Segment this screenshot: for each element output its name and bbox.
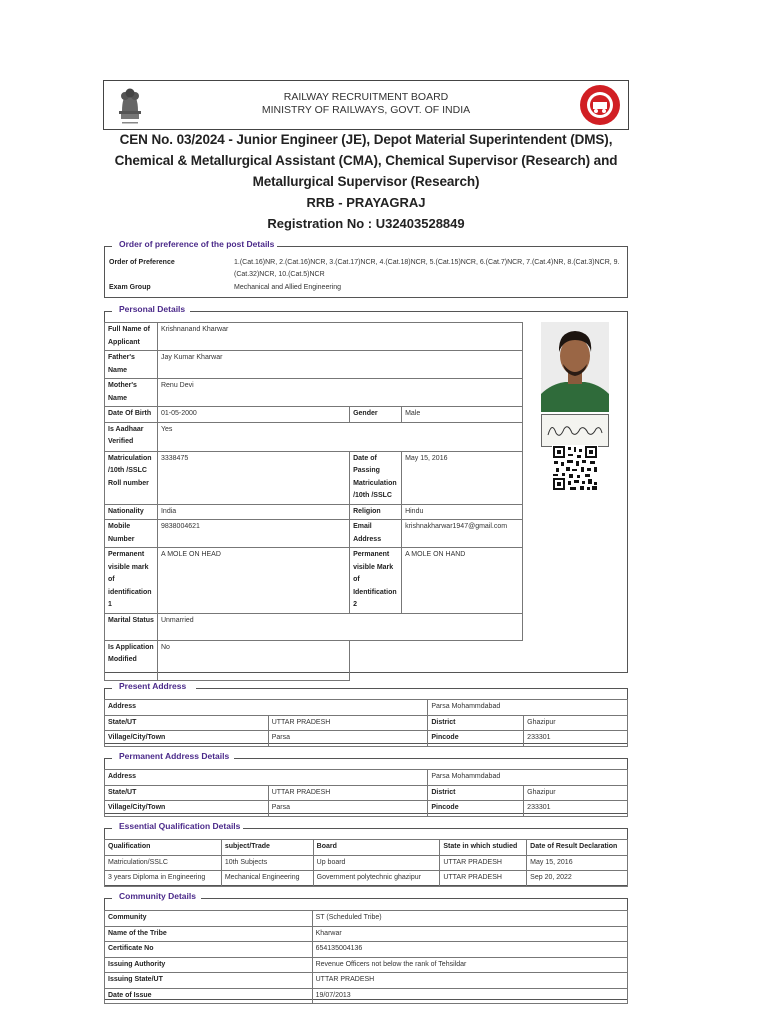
document-header [103, 80, 629, 130]
table-header-row [105, 840, 628, 856]
permanent-pincode-value: 233301 [524, 801, 628, 817]
permanent-district-label: District [428, 785, 524, 801]
table-row [105, 942, 628, 958]
table-row [105, 911, 628, 927]
issuing-state-label: Issuing State/UT [105, 973, 313, 989]
certificate-value: 654135004136 [312, 942, 627, 958]
full-name-label: Full Name of Applicant [105, 323, 158, 351]
qr-code-icon [552, 445, 598, 491]
pass-date-label: Date of Passing Matriculation /10th /SSLC [350, 451, 402, 504]
matric-value: 3338475 [157, 451, 349, 504]
table-row [105, 926, 628, 942]
table-row [105, 323, 523, 351]
personal-section-title: Personal Details [119, 304, 186, 314]
permanent-address-value: Parsa Mohammdabad [428, 770, 628, 786]
table-row [105, 451, 523, 504]
certificate-label: Certificate No [105, 942, 313, 958]
present-state-label: State/UT [105, 715, 269, 731]
table-row [105, 715, 628, 731]
state-cell: UTTAR PRADESH [440, 871, 527, 887]
authority-value: Revenue Officers not below the rank of Tehsildar [312, 957, 627, 973]
issue-date-label: Date of Issue [105, 988, 313, 1004]
table-row [105, 957, 628, 973]
present-address-value: Parsa Mohammdabad [428, 700, 628, 716]
aadhaar-value: Yes [157, 422, 522, 451]
state-header: State in which studied [440, 840, 527, 856]
tribe-value: Kharwar [312, 926, 627, 942]
matric-label: Matriculation /10th /SSLC Roll number [105, 451, 158, 504]
present-pincode-value: 233301 [524, 731, 628, 747]
nationality-value: India [157, 504, 349, 520]
mark1-label: Permanent visible mark of identification 1 [105, 548, 158, 614]
board-name [104, 91, 628, 116]
mother-name-label: Mother's Name [105, 379, 158, 407]
mark2-label: Permanent visible Mark of Identification 2 [350, 548, 402, 614]
permanent-pincode-label: Pincode [428, 801, 524, 817]
table-row [105, 422, 523, 451]
marital-value: Unmarried [157, 613, 522, 640]
tribe-label: Name of the Tribe [105, 926, 313, 942]
religion-label: Religion [350, 504, 402, 520]
table-row [105, 988, 628, 1004]
present-district-value: Ghazipur [524, 715, 628, 731]
table-row [105, 379, 523, 407]
qualification-table [104, 839, 628, 887]
notice-title: CEN No. 03/2024 - Junior Engineer (JE), Depot Material Superintendent (DMS), Chemical & Metallurgical Assistant (CMA), Chemical Supervisor (Research) and Metallurgical Supervisor (Research) [114, 132, 618, 189]
modified-value: No [157, 640, 349, 680]
present-pincode-label: Pincode [428, 731, 524, 747]
community-section-title: Community Details [119, 891, 196, 901]
aadhaar-label: Is Aadhaar Verified [105, 422, 158, 451]
full-name-value: Krishnanand Kharwar [157, 323, 522, 351]
order-preference-label: Order of Preference [109, 259, 175, 266]
board-cell: Up board [313, 855, 440, 871]
qualification-section-title: Essential Qualification Details [119, 821, 241, 831]
mother-name-value: Renu Devi [157, 379, 522, 407]
permanent-state-value: UTTAR PRADESH [268, 785, 428, 801]
community-value: ST (Scheduled Tribe) [312, 911, 627, 927]
email-label: Email Address [350, 520, 402, 548]
permanent-state-label: State/UT [105, 785, 269, 801]
preference-section [104, 239, 628, 298]
permanent-village-label: Village/City/Town [105, 801, 269, 817]
present-district-label: District [428, 715, 524, 731]
table-row [105, 548, 523, 614]
subject-cell: Mechanical Engineering [221, 871, 313, 887]
qualification-cell: Matriculation/SSLC [105, 855, 222, 871]
table-row [105, 700, 628, 716]
rrb-name: RRB - PRAYAGRAJ [306, 195, 426, 210]
table-row [105, 407, 523, 423]
gender-value: Male [402, 407, 523, 423]
community-table [104, 910, 628, 1004]
board-line-1: RAILWAY RECRUITMENT BOARD [283, 91, 449, 103]
table-row [105, 855, 628, 871]
community-label: Community [105, 911, 313, 927]
gender-label: Gender [350, 407, 402, 423]
pass-date-value: May 15, 2016 [402, 451, 523, 504]
applicant-signature [541, 414, 609, 447]
table-row [105, 351, 523, 379]
modified-label: Is Application Modified [105, 640, 158, 680]
table-row [105, 504, 523, 520]
preference-section-title: Order of preference of the post Details [119, 239, 275, 249]
result-date-header: Date of Result Declaration [527, 840, 628, 856]
email-value: krishnakharwar1947@gmail.com [402, 520, 523, 548]
personal-details-table [104, 322, 523, 681]
subject-cell: 10th Subjects [221, 855, 313, 871]
exam-group-label: Exam Group [109, 284, 151, 291]
issue-date-value: 19/07/2013 [312, 988, 627, 1004]
present-address-label: Address [105, 700, 428, 716]
table-row [105, 731, 628, 747]
order-preference-value: 1.(Cat.16)NR, 2.(Cat.16)NCR, 3.(Cat.17)NCR, 4.(Cat.18)NCR, 5.(Cat.15)NCR, 6.(Cat.7)NCR, 7.(Cat.4)NR, 8.(Cat.3)NCR, 9.(Cat.32)NCR, 10.(Cat.5)NCR [234, 259, 620, 278]
table-row [105, 613, 523, 640]
table-row [105, 640, 523, 680]
table-row [105, 770, 628, 786]
religion-value: Hindu [402, 504, 523, 520]
permanent-village-value: Parsa [268, 801, 428, 817]
board-line-2: MINISTRY OF RAILWAYS, GOVT. OF INDIA [261, 103, 471, 116]
present-address-title: Present Address [119, 681, 187, 691]
board-cell: Government polytechnic ghazipur [313, 871, 440, 887]
father-name-label: Father's Name [105, 351, 158, 379]
indian-railways-logo-icon [579, 84, 621, 126]
permanent-address-label: Address [105, 770, 428, 786]
state-cell: UTTAR PRADESH [440, 855, 527, 871]
present-state-value: UTTAR PRADESH [268, 715, 428, 731]
exam-group-value: Mechanical and Allied Engineering [234, 284, 342, 291]
dob-value: 01-05-2000 [157, 407, 349, 423]
qualification-header: Qualification [105, 840, 222, 856]
result-date-cell: Sep 20, 2022 [527, 871, 628, 887]
present-village-value: Parsa [268, 731, 428, 747]
nationality-label: Nationality [105, 504, 158, 520]
mobile-value: 9838004621 [157, 520, 349, 548]
permanent-address-table [104, 769, 628, 817]
result-date-cell: May 15, 2016 [527, 855, 628, 871]
mobile-label: Mobile Number [105, 520, 158, 548]
board-header: Board [313, 840, 440, 856]
subject-header: subject/Trade [221, 840, 313, 856]
table-row [105, 520, 523, 548]
father-name-value: Jay Kumar Kharwar [157, 351, 522, 379]
issuing-state-value: UTTAR PRADESH [312, 973, 627, 989]
table-row [105, 785, 628, 801]
marital-label: Marital Status [105, 613, 158, 640]
table-row [105, 871, 628, 887]
mark2-value: A MOLE ON HAND [402, 548, 523, 614]
permanent-address-title: Permanent Address Details [119, 751, 230, 761]
present-village-label: Village/City/Town [105, 731, 269, 747]
permanent-district-value: Ghazipur [524, 785, 628, 801]
present-address-table [104, 699, 628, 747]
table-row [105, 973, 628, 989]
dob-label: Date Of Birth [105, 407, 158, 423]
authority-label: Issuing Authority [105, 957, 313, 973]
registration-number: Registration No : U32403528849 [267, 216, 465, 231]
table-row [105, 801, 628, 817]
applicant-photo [541, 322, 609, 412]
qualification-cell: 3 years Diploma in Engineering [105, 871, 222, 887]
mark1-value: A MOLE ON HEAD [157, 548, 349, 614]
